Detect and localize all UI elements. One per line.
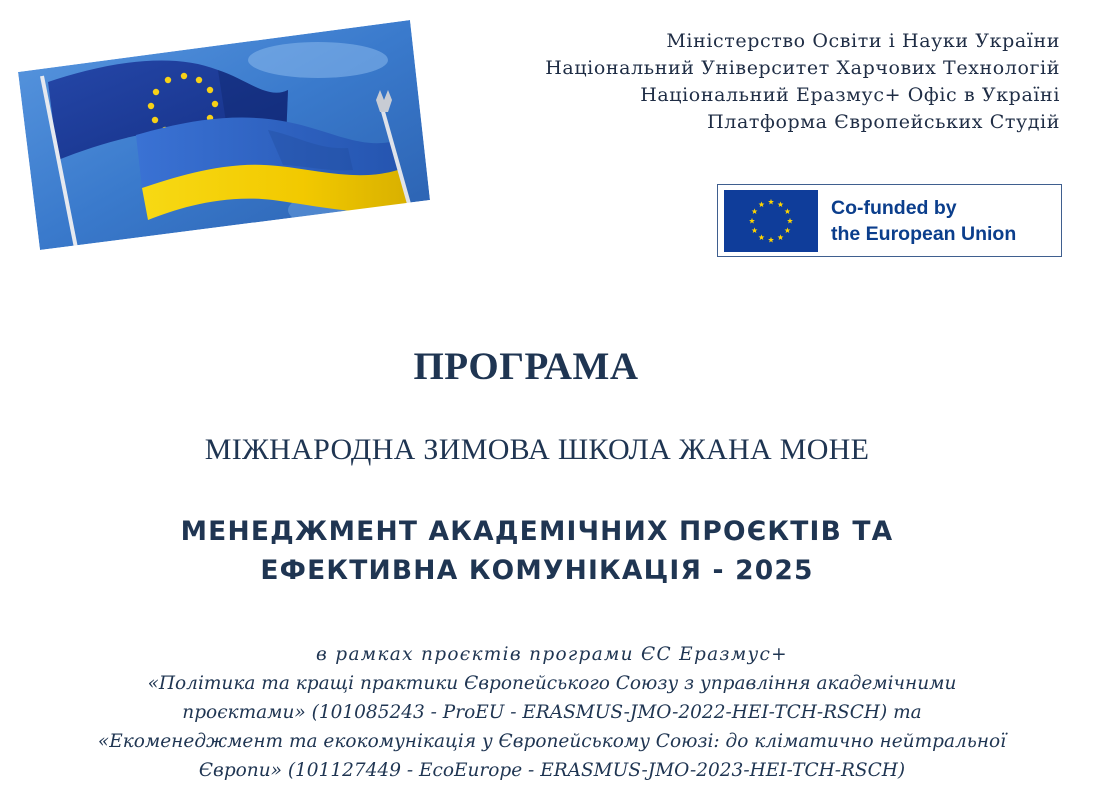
projects-line-3: проєктами» (101085243 - ProEU - ERASMUS-JMO-2022-HEI-TCH-RSCH) та — [182, 702, 922, 723]
institution-erasmus-office: Національний Еразмус+ Офіс в Україні — [640, 84, 1060, 106]
institutions-header — [545, 28, 1060, 136]
projects-line-4: «Екоменеджмент та екокомунікація у Європейському Союзі: до кліматично нейтральної — [97, 731, 1007, 752]
projects-line-5: Європи» (101127449 - EcoEurope - ERASMUS-JMO-2023-HEI-TCH-RSCH) — [198, 760, 906, 781]
projects-line-2: «Політика та кращі практики Європейського Союзу з управління академічними — [147, 673, 957, 694]
topic-line-2: ЕФЕКТИВНА КОМУНІКАЦІЯ - 2025 — [260, 555, 814, 586]
cofunded-line-1: Co-funded by — [831, 197, 957, 219]
institution-platform: Платформа Європейських Студій — [707, 111, 1060, 133]
projects-intro: в рамках проєктів програми ЄС Еразмус+ — [316, 644, 788, 665]
cofunded-text — [831, 195, 1016, 247]
cofunded-line-2: the European Union — [831, 223, 1017, 245]
projects-description — [0, 640, 1096, 785]
institution-ministry: Міністерство Освіти і Науки України — [666, 30, 1060, 52]
eu-ukraine-flags-photo — [18, 20, 430, 250]
cofunded-eu-badge — [717, 184, 1062, 257]
eu-flag-icon — [724, 190, 818, 252]
institution-university: Національний Університет Харчових Технологій — [545, 57, 1060, 79]
school-name: МІЖНАРОДНА ЗИМОВА ШКОЛА ЖАНА МОНЕ — [204, 433, 870, 466]
page-title: ПРОГРАМА — [413, 345, 639, 388]
topic-line-1: МЕНЕДЖМЕНТ АКАДЕМІЧНИХ ПРОЄКТІВ ТА — [180, 516, 894, 547]
school-topic — [0, 512, 1074, 590]
